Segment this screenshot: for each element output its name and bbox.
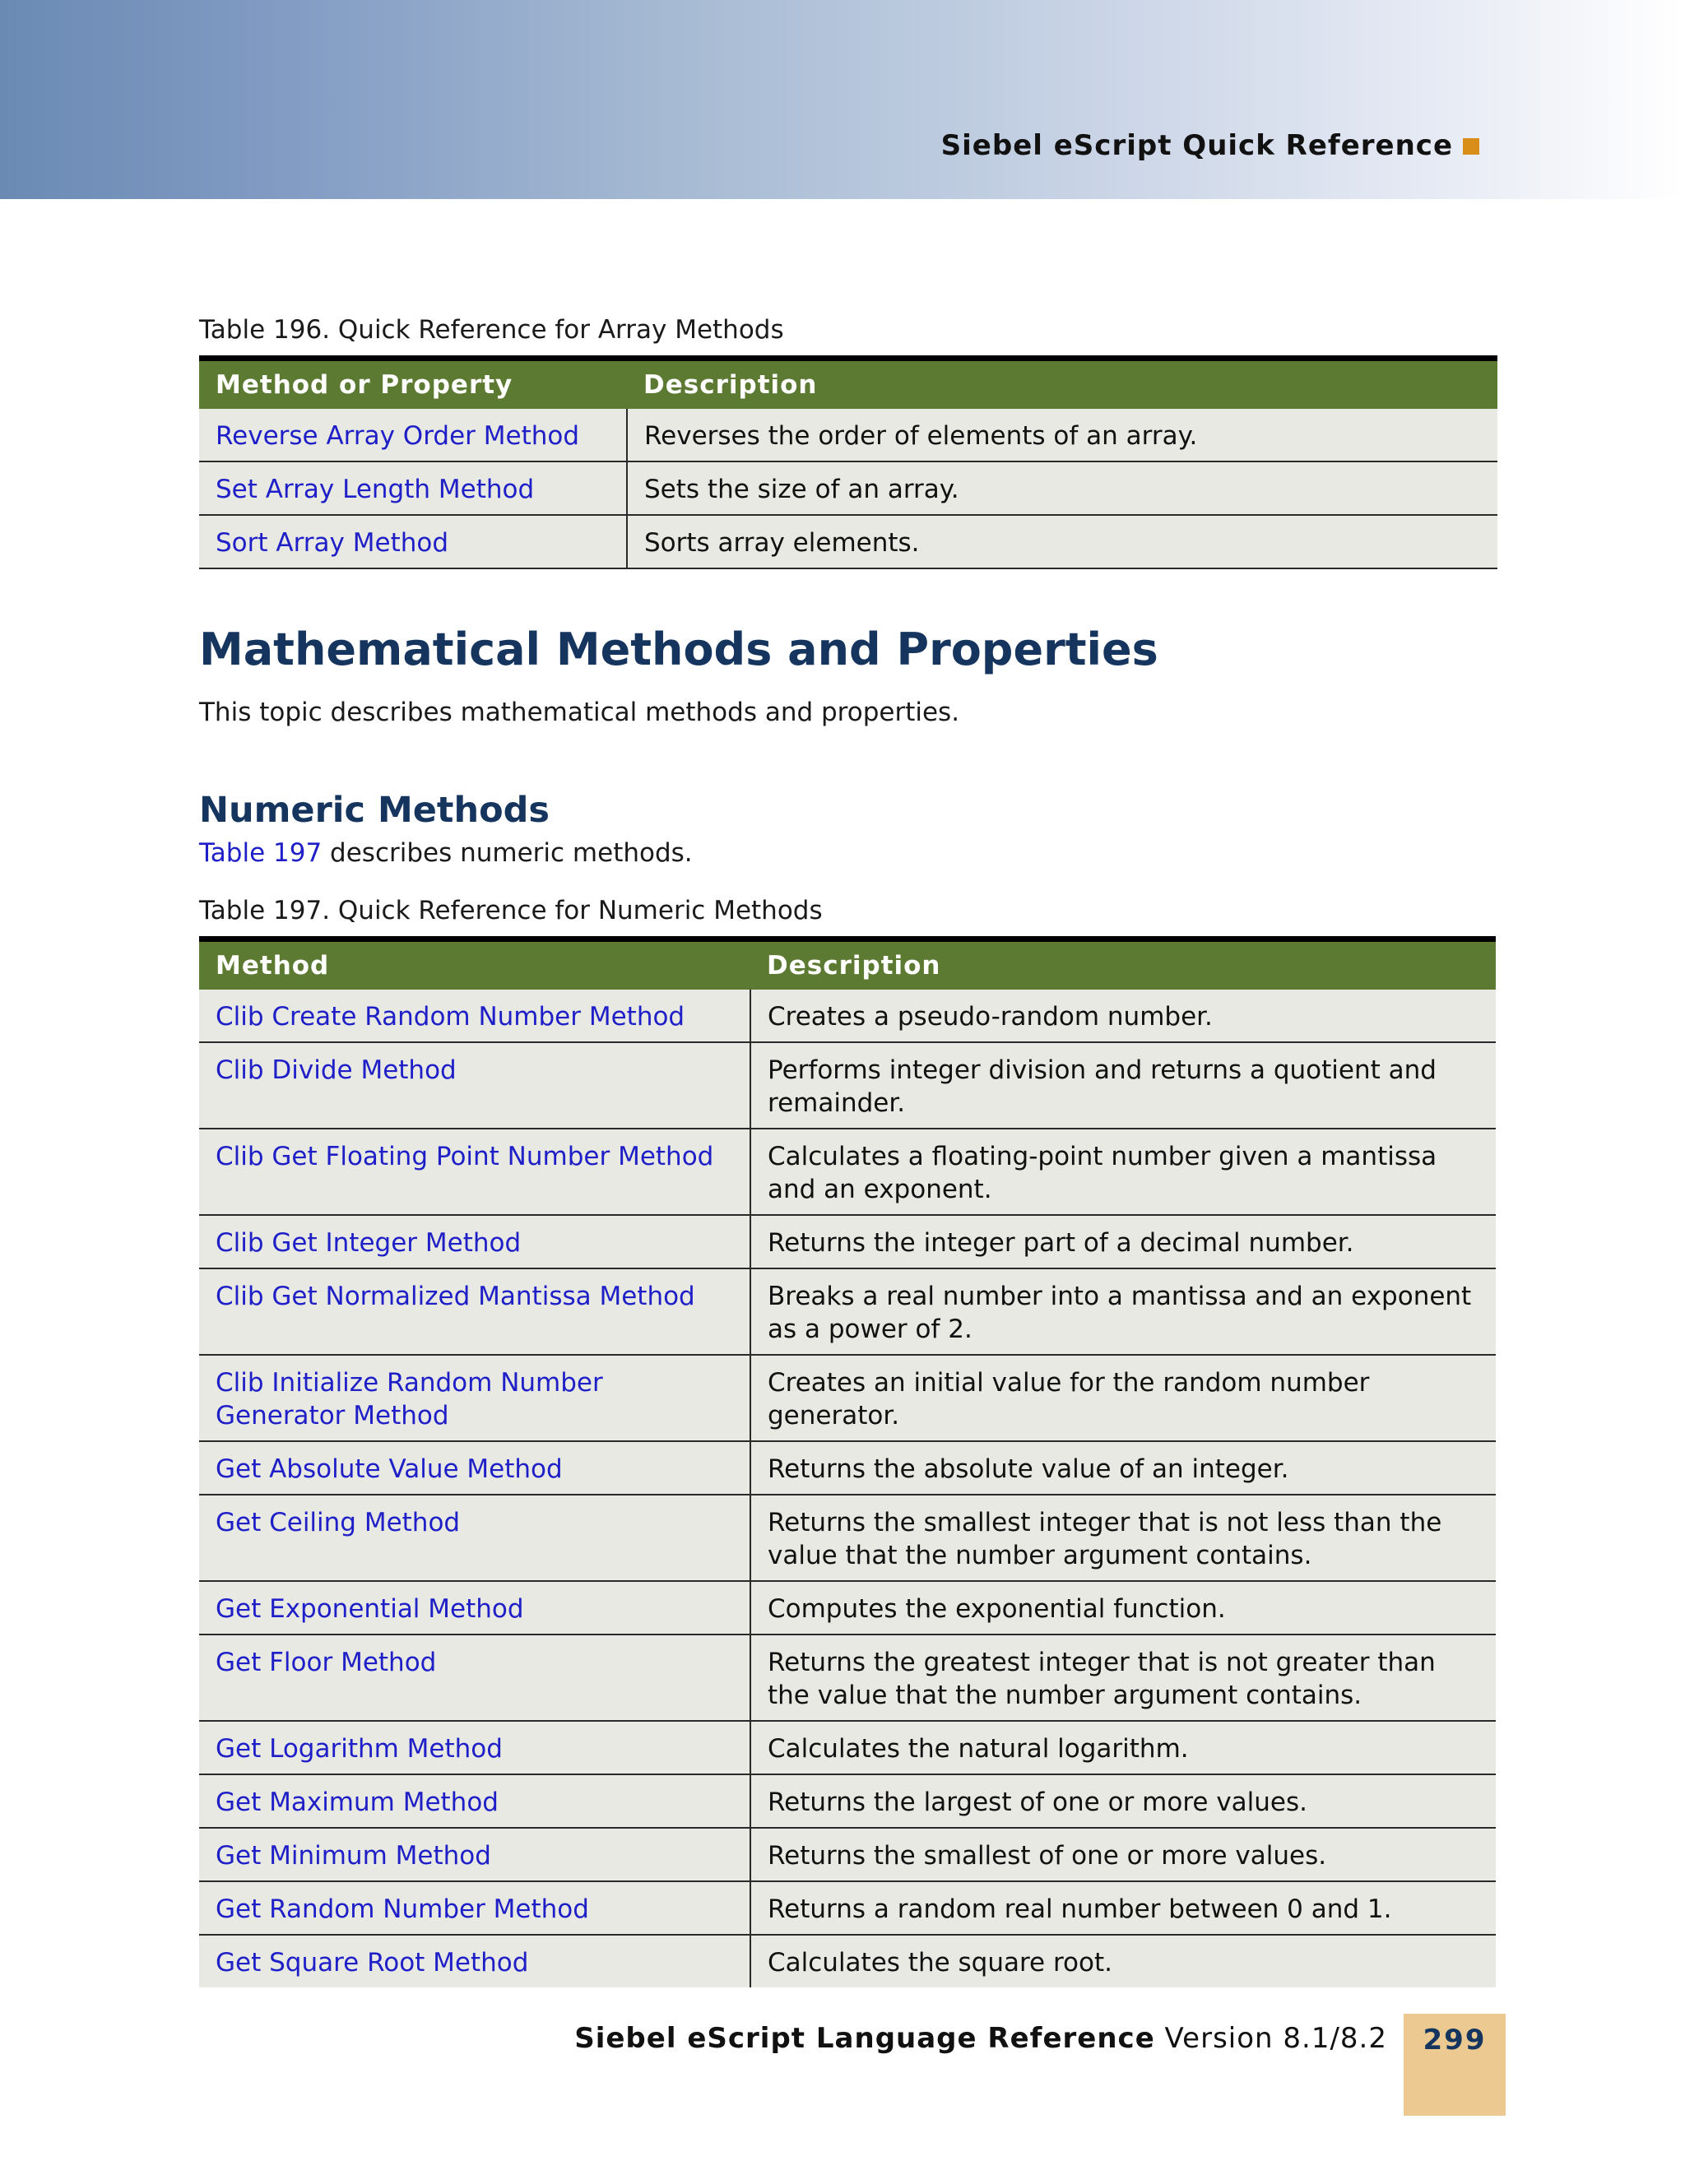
numeric-intro-text: describes numeric methods. [322, 838, 693, 868]
method-link[interactable]: Get Minimum Method [199, 1828, 750, 1881]
method-description: Creates a pseudo-random number. [750, 990, 1496, 1042]
section-heading: Mathematical Methods and Properties [199, 624, 1158, 675]
method-link[interactable]: Get Square Root Method [199, 1935, 750, 1987]
table-row [199, 1635, 1496, 1721]
table-row [199, 1774, 1496, 1828]
method-description: Creates an initial value for the random number generator. [750, 1355, 1496, 1441]
method-link[interactable]: Get Floor Method [199, 1635, 750, 1721]
method-description: Calculates the square root. [750, 1935, 1496, 1987]
table-197-link[interactable]: Table 197 [199, 838, 323, 868]
page-number: 299 [1423, 2024, 1487, 2056]
table-row [199, 1721, 1496, 1774]
method-link[interactable]: Set Array Length Method [199, 461, 627, 515]
table-row [199, 1881, 1496, 1935]
footer-book-title: Siebel eScript Language Reference [574, 2022, 1155, 2055]
method-description: Returns the largest of one or more values. [750, 1774, 1496, 1828]
header-banner [0, 0, 1685, 199]
method-description: Computes the exponential function. [750, 1581, 1496, 1635]
array-methods-table [199, 355, 1497, 569]
subsection-heading: Numeric Methods [199, 790, 550, 831]
method-link[interactable]: Get Absolute Value Method [199, 1441, 750, 1495]
table-196-caption: Table 196. Quick Reference for Array Methods [199, 315, 784, 345]
method-link[interactable]: Get Maximum Method [199, 1774, 750, 1828]
method-description: Returns the smallest of one or more values. [750, 1828, 1496, 1881]
method-description: Returns the integer part of a decimal number. [750, 1215, 1496, 1268]
method-link[interactable]: Clib Initialize Random Number Generator Method [199, 1355, 750, 1441]
column-header-method: Method [199, 939, 750, 990]
footer-version: Version 8.1/8.2 [1154, 2022, 1387, 2055]
method-description: Sets the size of an array. [627, 461, 1497, 515]
table-row [199, 461, 1497, 515]
method-link[interactable]: Reverse Array Order Method [199, 409, 627, 461]
table-row [199, 990, 1496, 1042]
method-description: Breaks a real number into a mantissa and an exponent as a power of 2. [750, 1268, 1496, 1355]
orange-square-bullet-icon [1463, 138, 1479, 155]
method-link[interactable]: Clib Create Random Number Method [199, 990, 750, 1042]
table-row [199, 1355, 1496, 1441]
method-link[interactable]: Clib Get Normalized Mantissa Method [199, 1268, 750, 1355]
running-header-title: Siebel eScript Quick Reference [940, 129, 1453, 162]
method-description: Returns the smallest integer that is not less than the value that the number argument contains. [750, 1495, 1496, 1581]
table-197-caption: Table 197. Quick Reference for Numeric Methods [199, 896, 823, 925]
method-link[interactable]: Get Random Number Method [199, 1881, 750, 1935]
table-row [199, 515, 1497, 568]
table-row [199, 1935, 1496, 1987]
table-row [199, 1042, 1496, 1129]
method-description: Returns the greatest integer that is not greater than the value that the number argument contains. [750, 1635, 1496, 1721]
table-row [199, 1495, 1496, 1581]
numeric-intro [199, 838, 693, 868]
method-description: Sorts array elements. [627, 515, 1497, 568]
table-row [199, 409, 1497, 461]
method-link[interactable]: Clib Get Integer Method [199, 1215, 750, 1268]
section-intro: This topic describes mathematical methods and properties. [199, 698, 960, 727]
method-description: Reverses the order of elements of an array. [627, 409, 1497, 461]
column-header-method-or-property: Method or Property [199, 359, 627, 410]
method-link[interactable]: Get Logarithm Method [199, 1721, 750, 1774]
footer-reference [574, 2022, 1387, 2055]
table-row [199, 1441, 1496, 1495]
table-row [199, 1129, 1496, 1215]
column-header-description: Description [627, 359, 1497, 410]
method-description: Performs integer division and returns a quotient and remainder. [750, 1042, 1496, 1129]
method-link[interactable]: Clib Divide Method [199, 1042, 750, 1129]
numeric-methods-table [199, 936, 1496, 1987]
method-link[interactable]: Clib Get Floating Point Number Method [199, 1129, 750, 1215]
method-link[interactable]: Sort Array Method [199, 515, 627, 568]
method-description: Returns the absolute value of an integer. [750, 1441, 1496, 1495]
page-number-box [1404, 2014, 1506, 2116]
table-row [199, 1828, 1496, 1881]
method-description: Returns a random real number between 0 and 1. [750, 1881, 1496, 1935]
table-row [199, 1268, 1496, 1355]
table-row [199, 1215, 1496, 1268]
method-description: Calculates a floating-point number given a mantissa and an exponent. [750, 1129, 1496, 1215]
table-row [199, 1581, 1496, 1635]
method-description: Calculates the natural logarithm. [750, 1721, 1496, 1774]
method-link[interactable]: Get Exponential Method [199, 1581, 750, 1635]
method-link[interactable]: Get Ceiling Method [199, 1495, 750, 1581]
column-header-description: Description [750, 939, 1496, 990]
